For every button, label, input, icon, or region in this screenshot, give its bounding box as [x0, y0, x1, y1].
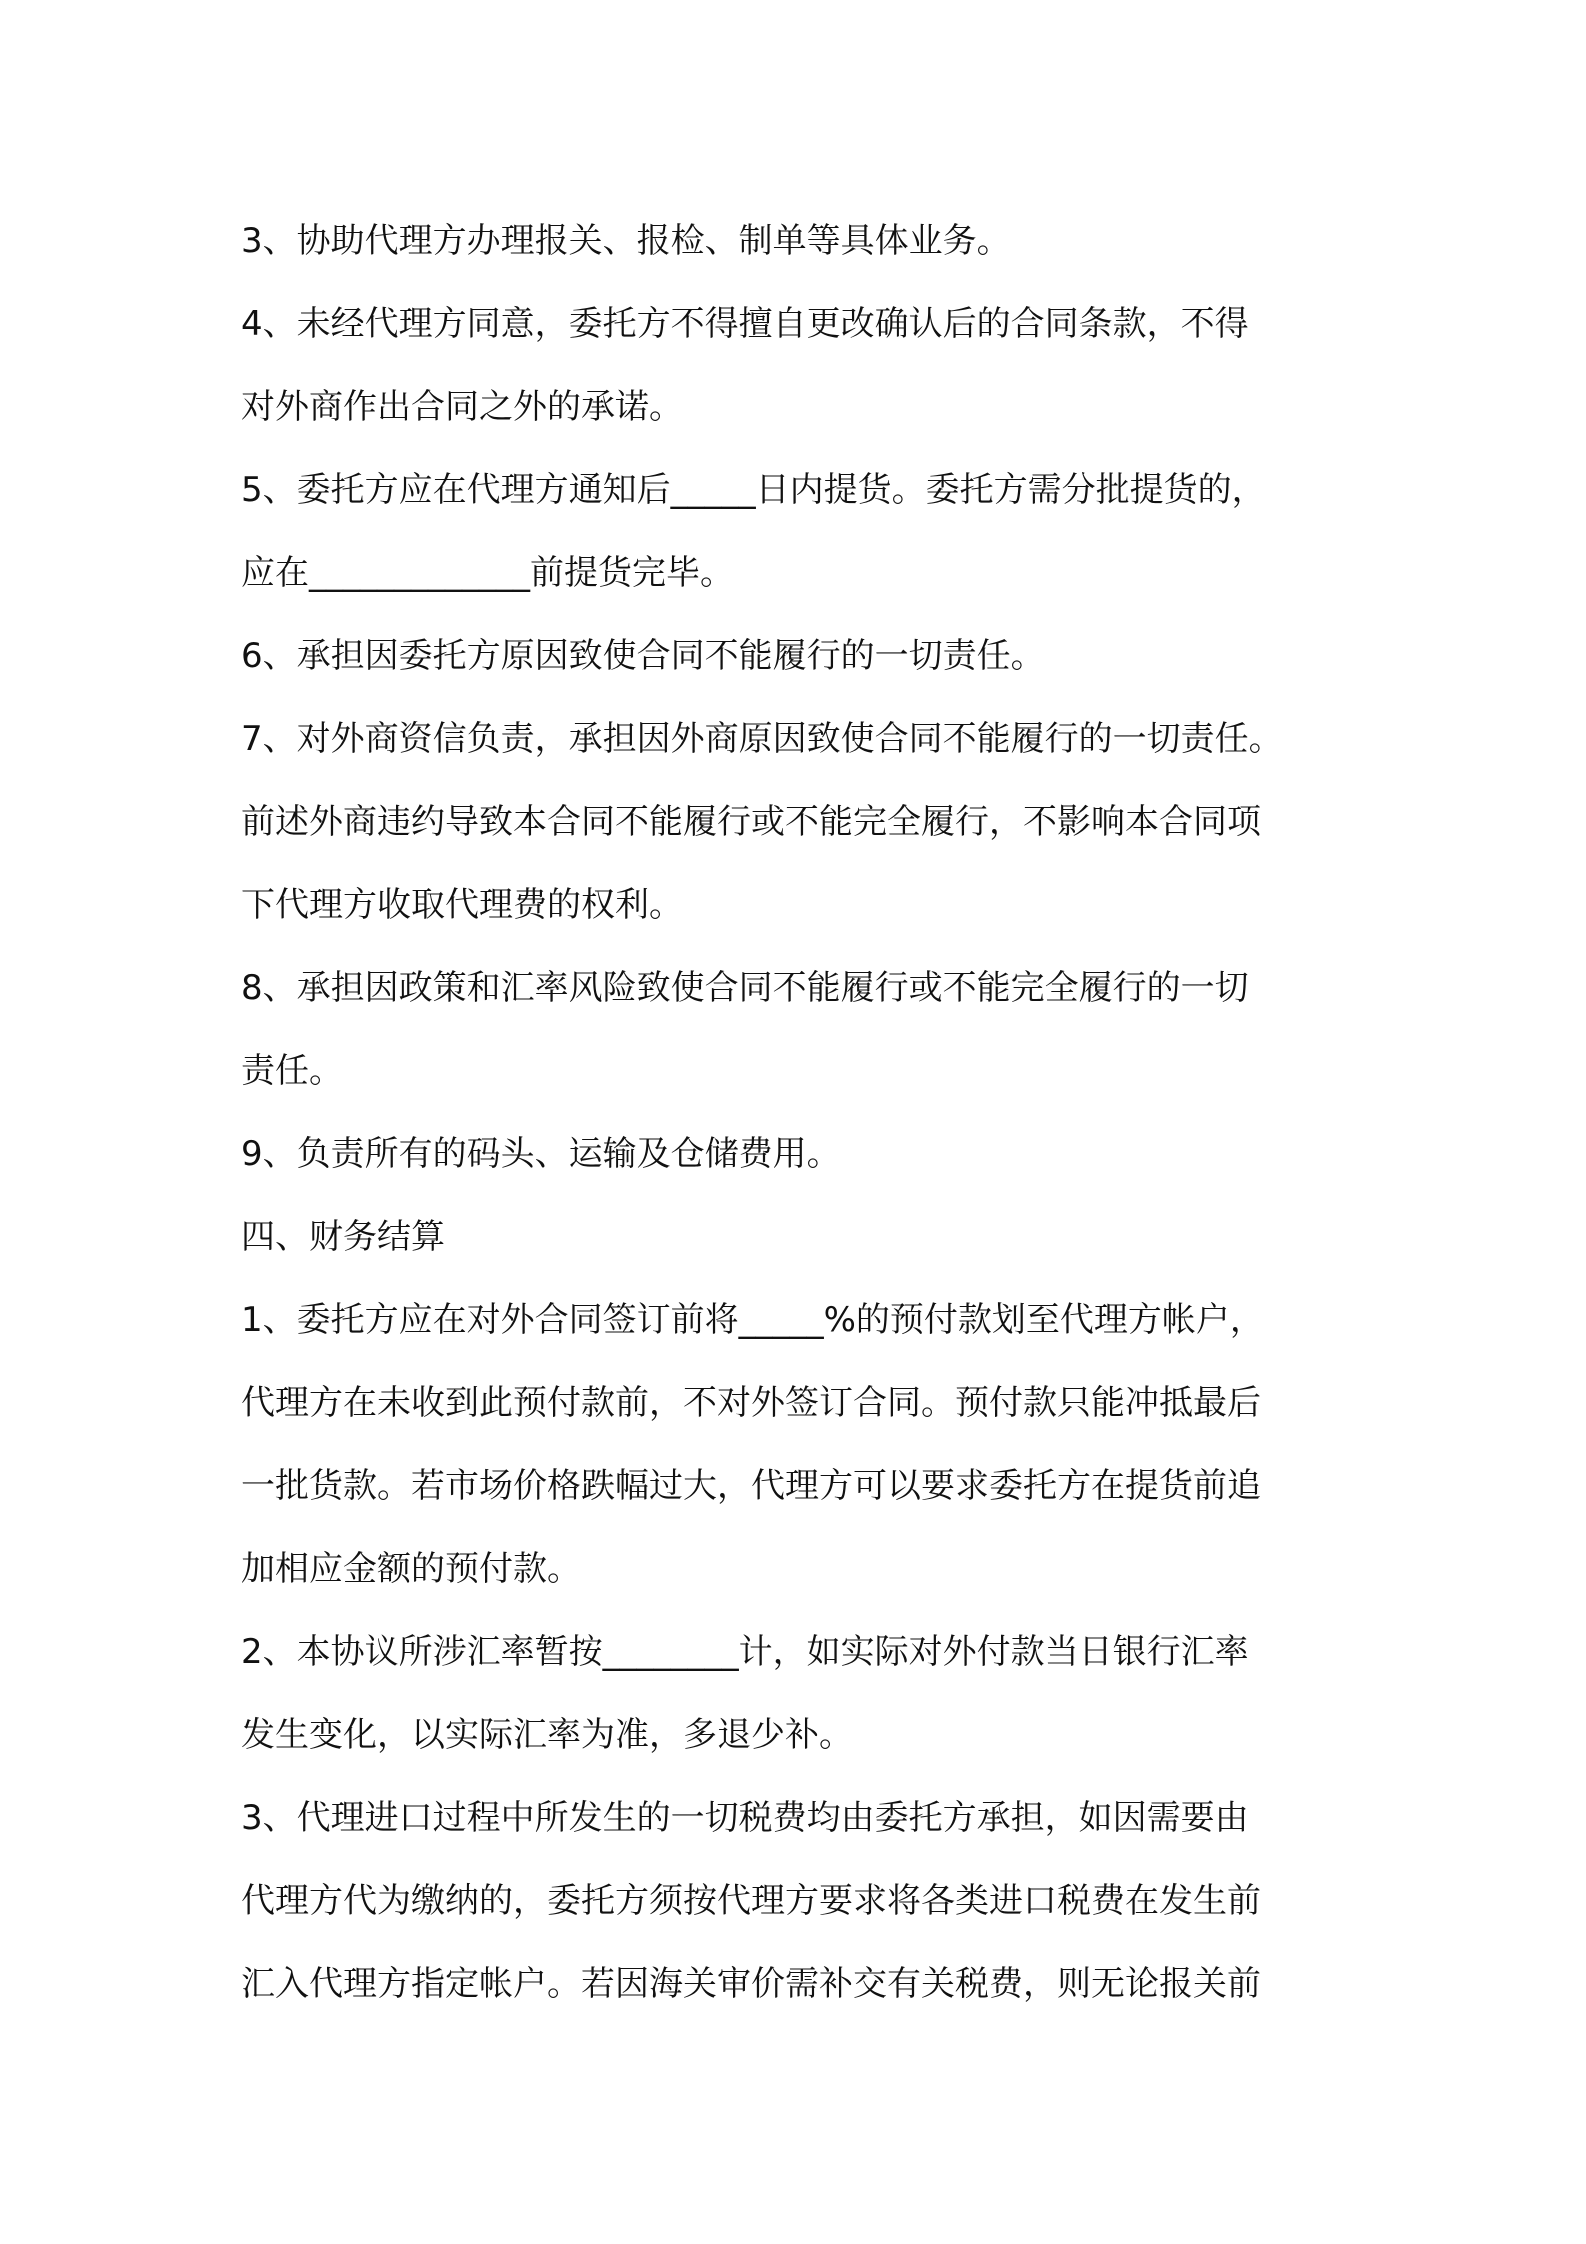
section-4-heading: 四、财务结算 [241, 1217, 445, 1257]
clause-3-assist-customs: 3、协助代理方办理报关、报检、制单等具体业务。 [241, 221, 1011, 261]
finance-clause-1-prepayment: 1、委托方应在对外合同签订前将_____%的预付款划至代理方帐户， [241, 1300, 1264, 1340]
finance-clause-2-continued: 发生变化，以实际汇率为准，多退少补。 [241, 1715, 853, 1755]
clause-7-foreign-credit: 7、对外商资信负责，承担因外商原因致使合同不能履行的一切责任。 [241, 719, 1283, 759]
finance-clause-1-continued-3: 加相应金额的预付款。 [241, 1549, 581, 1589]
finance-clause-1-continued-1: 代理方在未收到此预付款前，不对外签订合同。预付款只能冲抵最后 [241, 1383, 1261, 1423]
clause-4-continued: 对外商作出合同之外的承诺。 [241, 387, 683, 427]
finance-clause-2-exchange-rate: 2、本协议所涉汇率暂按________计，如实际对外付款当日银行汇率 [241, 1632, 1249, 1672]
document-body [241, 200, 1361, 2026]
finance-clause-3-taxes: 3、代理进口过程中所发生的一切税费均由委托方承担，如因需要由 [241, 1798, 1249, 1838]
clause-5-pickup-deadline: 5、委托方应在代理方通知后_____日内提货。委托方需分批提货的， [241, 470, 1266, 510]
clause-7-continued-1: 前述外商违约导致本合同不能履行或不能完全履行，不影响本合同项 [241, 802, 1261, 842]
clause-7-continued-2: 下代理方收取代理费的权利。 [241, 885, 683, 925]
clause-8-continued: 责任。 [241, 1051, 343, 1091]
finance-clause-3-continued-1: 代理方代为缴纳的，委托方须按代理方要求将各类进口税费在发生前 [241, 1881, 1261, 1921]
finance-clause-3-continued-2: 汇入代理方指定帐户。若因海关审价需补交有关税费，则无论报关前 [241, 1964, 1261, 2004]
clause-6-principal-liability: 6、承担因委托方原因致使合同不能履行的一切责任。 [241, 636, 1045, 676]
clause-9-fees: 9、负责所有的码头、运输及仓储费用。 [241, 1134, 841, 1174]
clause-4-no-change-contract: 4、未经代理方同意，委托方不得擅自更改确认后的合同条款，不得 [241, 304, 1249, 344]
clause-8-policy-risk: 8、承担因政策和汇率风险致使合同不能履行或不能完全履行的一切 [241, 968, 1249, 1008]
clause-5-continued: 应在_____________前提货完毕。 [241, 553, 734, 593]
finance-clause-1-continued-2: 一批货款。若市场价格跌幅过大，代理方可以要求委托方在提货前追 [241, 1466, 1261, 1506]
